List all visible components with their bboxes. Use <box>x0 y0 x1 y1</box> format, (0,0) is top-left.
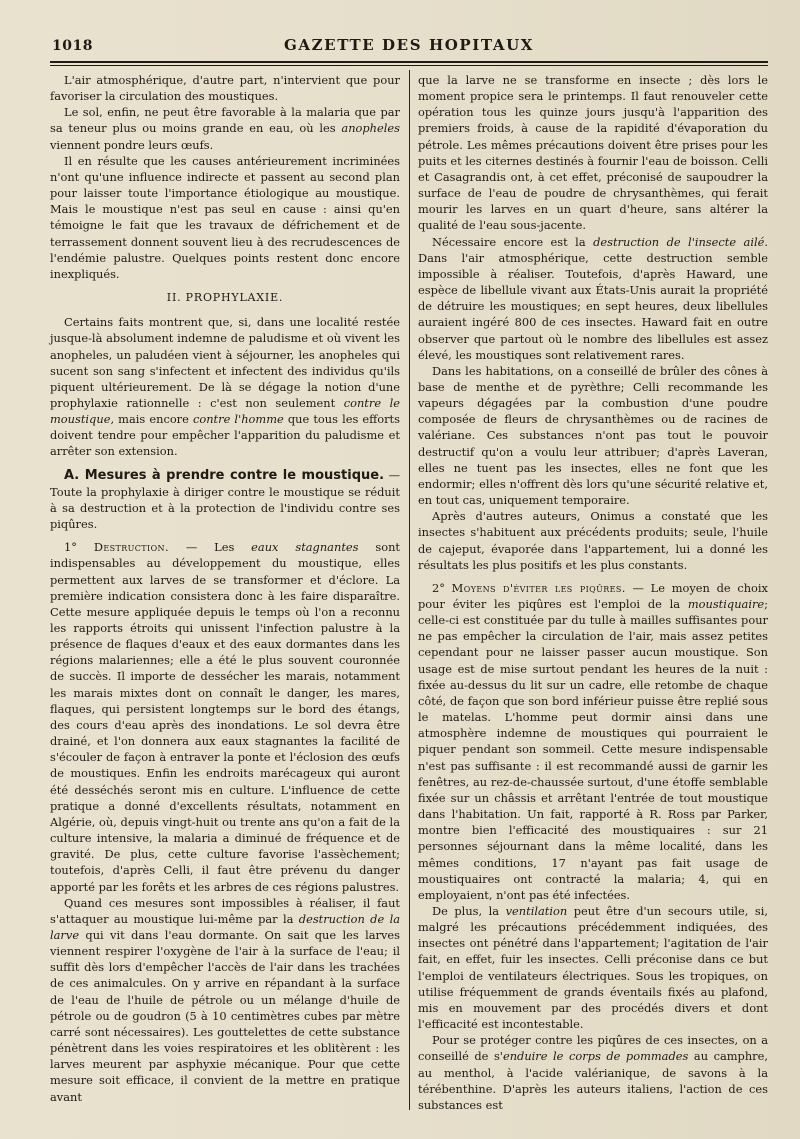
italic-term: anopheles <box>341 121 400 136</box>
text-run: peut être d'un secours utile, si, malgré les précautions précédemment indiquées, des insectes ont pénétré dans l'appartement; l'agitation de l'air fait, en effet, fuir les insectes. Celli préconise dans ce but l'emploi de ventilateurs électriques. Sous les tropiques, on utilise fréquemment de grands éventails fixés au plafond, mis en mouvement par des procédés divers et dont l'efficacité est incontestable. <box>418 903 768 1032</box>
paragraph: L'air atmosphérique, d'autre part, n'intervient que pour favoriser la circulation des moustiques. <box>50 73 400 104</box>
italic-term: ventilation <box>505 903 568 918</box>
text-run: Pour se protéger contre les piqûres de ces insectes, on a conseillé de s' <box>418 1033 768 1064</box>
subsection-heading: A. Mesures à prendre contre le moustique. <box>64 467 385 483</box>
italic-term: destruction de la larve <box>50 911 400 942</box>
running-title: GAZETTE DES HOPITAUX <box>283 36 534 54</box>
paragraph <box>50 539 400 894</box>
italic-term: contre l'homme <box>192 412 284 427</box>
italic-term: eaux stagnantes <box>251 540 359 555</box>
text-run: , mais encore <box>110 412 193 427</box>
text-run: Le sol, enfin, ne peut être favorable à la malaria que par sa teneur plus ou moins grande en eau, où les <box>50 105 400 136</box>
paragraph: que la larve ne se transforme en insecte ; dès lors le moment propice sera le printemps. Il faut renouveler cette opération tous les quinze jours jusqu'à l'apparition des premiers froids, à cause de la rapidité d'évaporation du pétrole. Les mêmes précautions doivent être prises pour les puits et les citernes destinés à fournir l'eau de boisson. Celli et Casagrandis ont, à cet effet, préconisé de saupoudrer la surface de l'eau de poudre de chrysanthèmes, qui ferait mourir les larves en un quart d'heure, sans altérer la qualité de l'eau sous-jacente. <box>418 73 768 233</box>
text-run: sont indispensables au développement du moustique, elles permettent aux larves de se transformer et d'éclore. La première indication consistera donc à les faire disparaître. Cette mesure appliquée depuis le temps où l'on a reconnu les rapports étroits qui unissent l'infection palustre à la présence de flaques d'eaux et des eaux dormantes dans les régions malariennes; elle a été le plus souvent couronnée de succès. Il importe de dessécher les marais, notamment les marais mixtes dont on connaît le danger, les mares, flaques, qui persistent longtemps sur le bord des étangs, des cours d'eau après des inondations. Le sol devra être drainé, et l'on donnera aux eaux stagnantes la facilité de s'écouler de façon à entraver la ponte et l'éclosion des œufs de moustiques. Enfin les endroits marécageux qui auront été desséchés seront mis en culture. L'influence de cette pratique a donné d'excellents résultats, notamment en Algérie, où, depuis vingt-huit ou trente ans qu'on a fait de la culture intensive, la malaria a diminué de fréquence et de gravité. De plus, cette culture favorise l'assèchement; toutefois, d'après Celli, il faut être prévenu du danger apporté par les forêts et les arbres de ces régions palustres. <box>50 540 400 894</box>
paragraph <box>418 903 768 1032</box>
text-run: que tous les efforts doivent tendre pour empêcher l'apparition du paludisme et arrêter son extension. <box>50 412 400 459</box>
text-run: au camphre, au menthol, à l'acide valérianique, de savons à la térébenthine. D'après les auteurs italiens, l'action de ces substances est <box>418 1049 768 1112</box>
italic-term: contre le moustique <box>50 395 400 427</box>
text-run: — Le moyen de choix pour éviter les piqûres est l'emploi de la <box>418 580 768 611</box>
text-run: viennent pondre leurs œufs. <box>50 137 214 152</box>
paragraph <box>50 895 400 1105</box>
italic-term: moustiquaire <box>687 597 765 611</box>
right-column <box>418 72 768 1113</box>
smallcaps-heading: Destruction. <box>93 540 169 555</box>
italic-term: enduire le corps de pommades <box>502 1049 689 1064</box>
italic-term: destruction de l'insecte ailé. <box>593 234 768 249</box>
text-run: Nécessaire encore est la <box>432 234 594 249</box>
paragraph <box>418 234 768 363</box>
text-run: Quand ces mesures sont impossibles à réaliser, il faut s'attaquer au moustique lui-même par la <box>50 895 400 926</box>
paragraph <box>418 580 768 903</box>
page-header <box>50 34 768 58</box>
paragraph: Il en résulte que les causes antérieurement incriminées n'ont qu'une influence indirecte et passent au second plan pour laisser toute l'importance étiologique au moustique. Mais le moustique n'est pas seul en cause : ainsi qu'en témoigne le fait que les travaux de défrichement et de terrassement donnent souvent lieu à des recrudescences de l'endémie palustre. Quelques points restent donc encore inexpliqués. <box>50 153 400 281</box>
text-run: Dans l'air atmosphérique, cette destruction semble impossible à réaliser. Toutefois, d'après Haward, une espèce de libellule vivant aux États-Unis aurait la propriété de détruire les moustiques; en sept heures, deux libellules auraient ingéré 800 de ces insectes. Haward fait en outre observer que partout où le nombre des libellules est assez élevé, les moustiques sont relativement rares. <box>418 250 768 362</box>
smallcaps-heading: Moyens d'éviter les piqûres. <box>451 580 626 595</box>
text-run: ; celle-ci est constituée par du tulle à mailles suffisantes pour ne pas empêcher la circulation de l'air, mais assez petites cependant pour ne laisser passer aucun moustique. Son usage est de mise surtout pendant les heures de la nuit : fixée au-dessus du lit sur un cadre, elle retombe de chaque côté, de façon que son bord inférieur puisse être replié sous le matelas. L'homme peut dormir ainsi dans une atmosphère indemne de moustiques qui pourraient le piquer pendant son sommeil. Cette mesure indispensable n'est pas suffisante : il est recommandé aussi de garnir les fenêtres, au rez-de-chaussée surtout, d'une étoffe semblable fixée sur un châssis et arrêtant l'entrée de tout moustique dans l'habitation. Un fait, rapporté à R. Ross par Parker, montre bien l'efficacité des moustiquaires : sur 21 personnes séjournant dans la même localité, dans les mêmes conditions, 17 n'ayant pas fait usage de moustiquaires ont contracté la malaria; 4, qui en employaient, n'ont pas été infectées. <box>418 597 768 902</box>
text-run: — Les <box>168 540 252 555</box>
paragraph: Après d'autres auteurs, Onimus a constaté que les insectes s'habituent aux précédents produits; seule, l'huile de cajeput, évaporée dans l'appartement, lui a donné les résultats les plus positifs et les plus constants. <box>418 509 768 572</box>
section-heading: II. PROPHYLAXIE. <box>166 291 284 305</box>
header-rule-thin <box>50 65 768 66</box>
header-rule-thick <box>50 61 768 63</box>
text-run: 1° <box>64 540 94 555</box>
paragraph <box>50 104 400 152</box>
text-run: Certains faits montrent que, si, dans une localité restée jusque-là absolument indemne de paludisme et où vivent les anopheles, un paludéen vient à séjourner, les anopheles qui sucent son sang s'infectent et infectent des individus qu'ils piquent ultérieurement. De là se dégage la notion d'une prophylaxie rationnelle : c'est non seulement <box>50 315 400 410</box>
text-run: 2° <box>432 580 452 595</box>
paragraph: Dans les habitations, on a conseillé de brûler des cônes à base de menthe et de pyrèthre; Celli recommande les vapeurs dégagées par la combustion d'une poudre composée de fleurs de chrysanthèmes ou de racines de valériane. Ces substances n'ont pas tout le pouvoir destructif qu'on a voulu leur attribuer; d'après Laveran, elles ne tuent pas les insectes, elles ne font que les endormir; elles n'offrent dès lors qu'une sécurité relative et, en tout cas, uniquement temporaire. <box>418 363 768 508</box>
column-divider <box>409 70 410 1110</box>
text-run: De plus, la <box>432 903 506 918</box>
page-number: 1018 <box>52 38 93 54</box>
paragraph <box>418 1032 768 1113</box>
paragraph <box>50 314 400 459</box>
paragraph <box>50 467 400 533</box>
text-run: qui vit dans l'eau dormante. On sait que les larves viennent respirer l'oxygène de l'air à la surface de l'eau; il suffit dès lors d'empêcher l'accès de l'air dans les trachées de ces animalcules. On y arrive en répandant à la surface de l'eau de l'huile de pétrole ou un mélange d'huile de pétrole ou de goudron (5 à 10 centimètres cubes par mètre carré sont nécessaires). Les gouttelettes de cette substance pénètrent dans les voies respiratoires et les oblitèrent : les larves meurent par asphyxie mécanique. Pour que cette mesure soit efficace, il convient de la mettre en pratique avant <box>50 927 400 1104</box>
text-run: — Toute la prophylaxie à diriger contre le moustique se réduit à sa destruction et à la protection de l'individu contre ses piqûres. <box>50 467 400 532</box>
left-column <box>50 72 400 1105</box>
